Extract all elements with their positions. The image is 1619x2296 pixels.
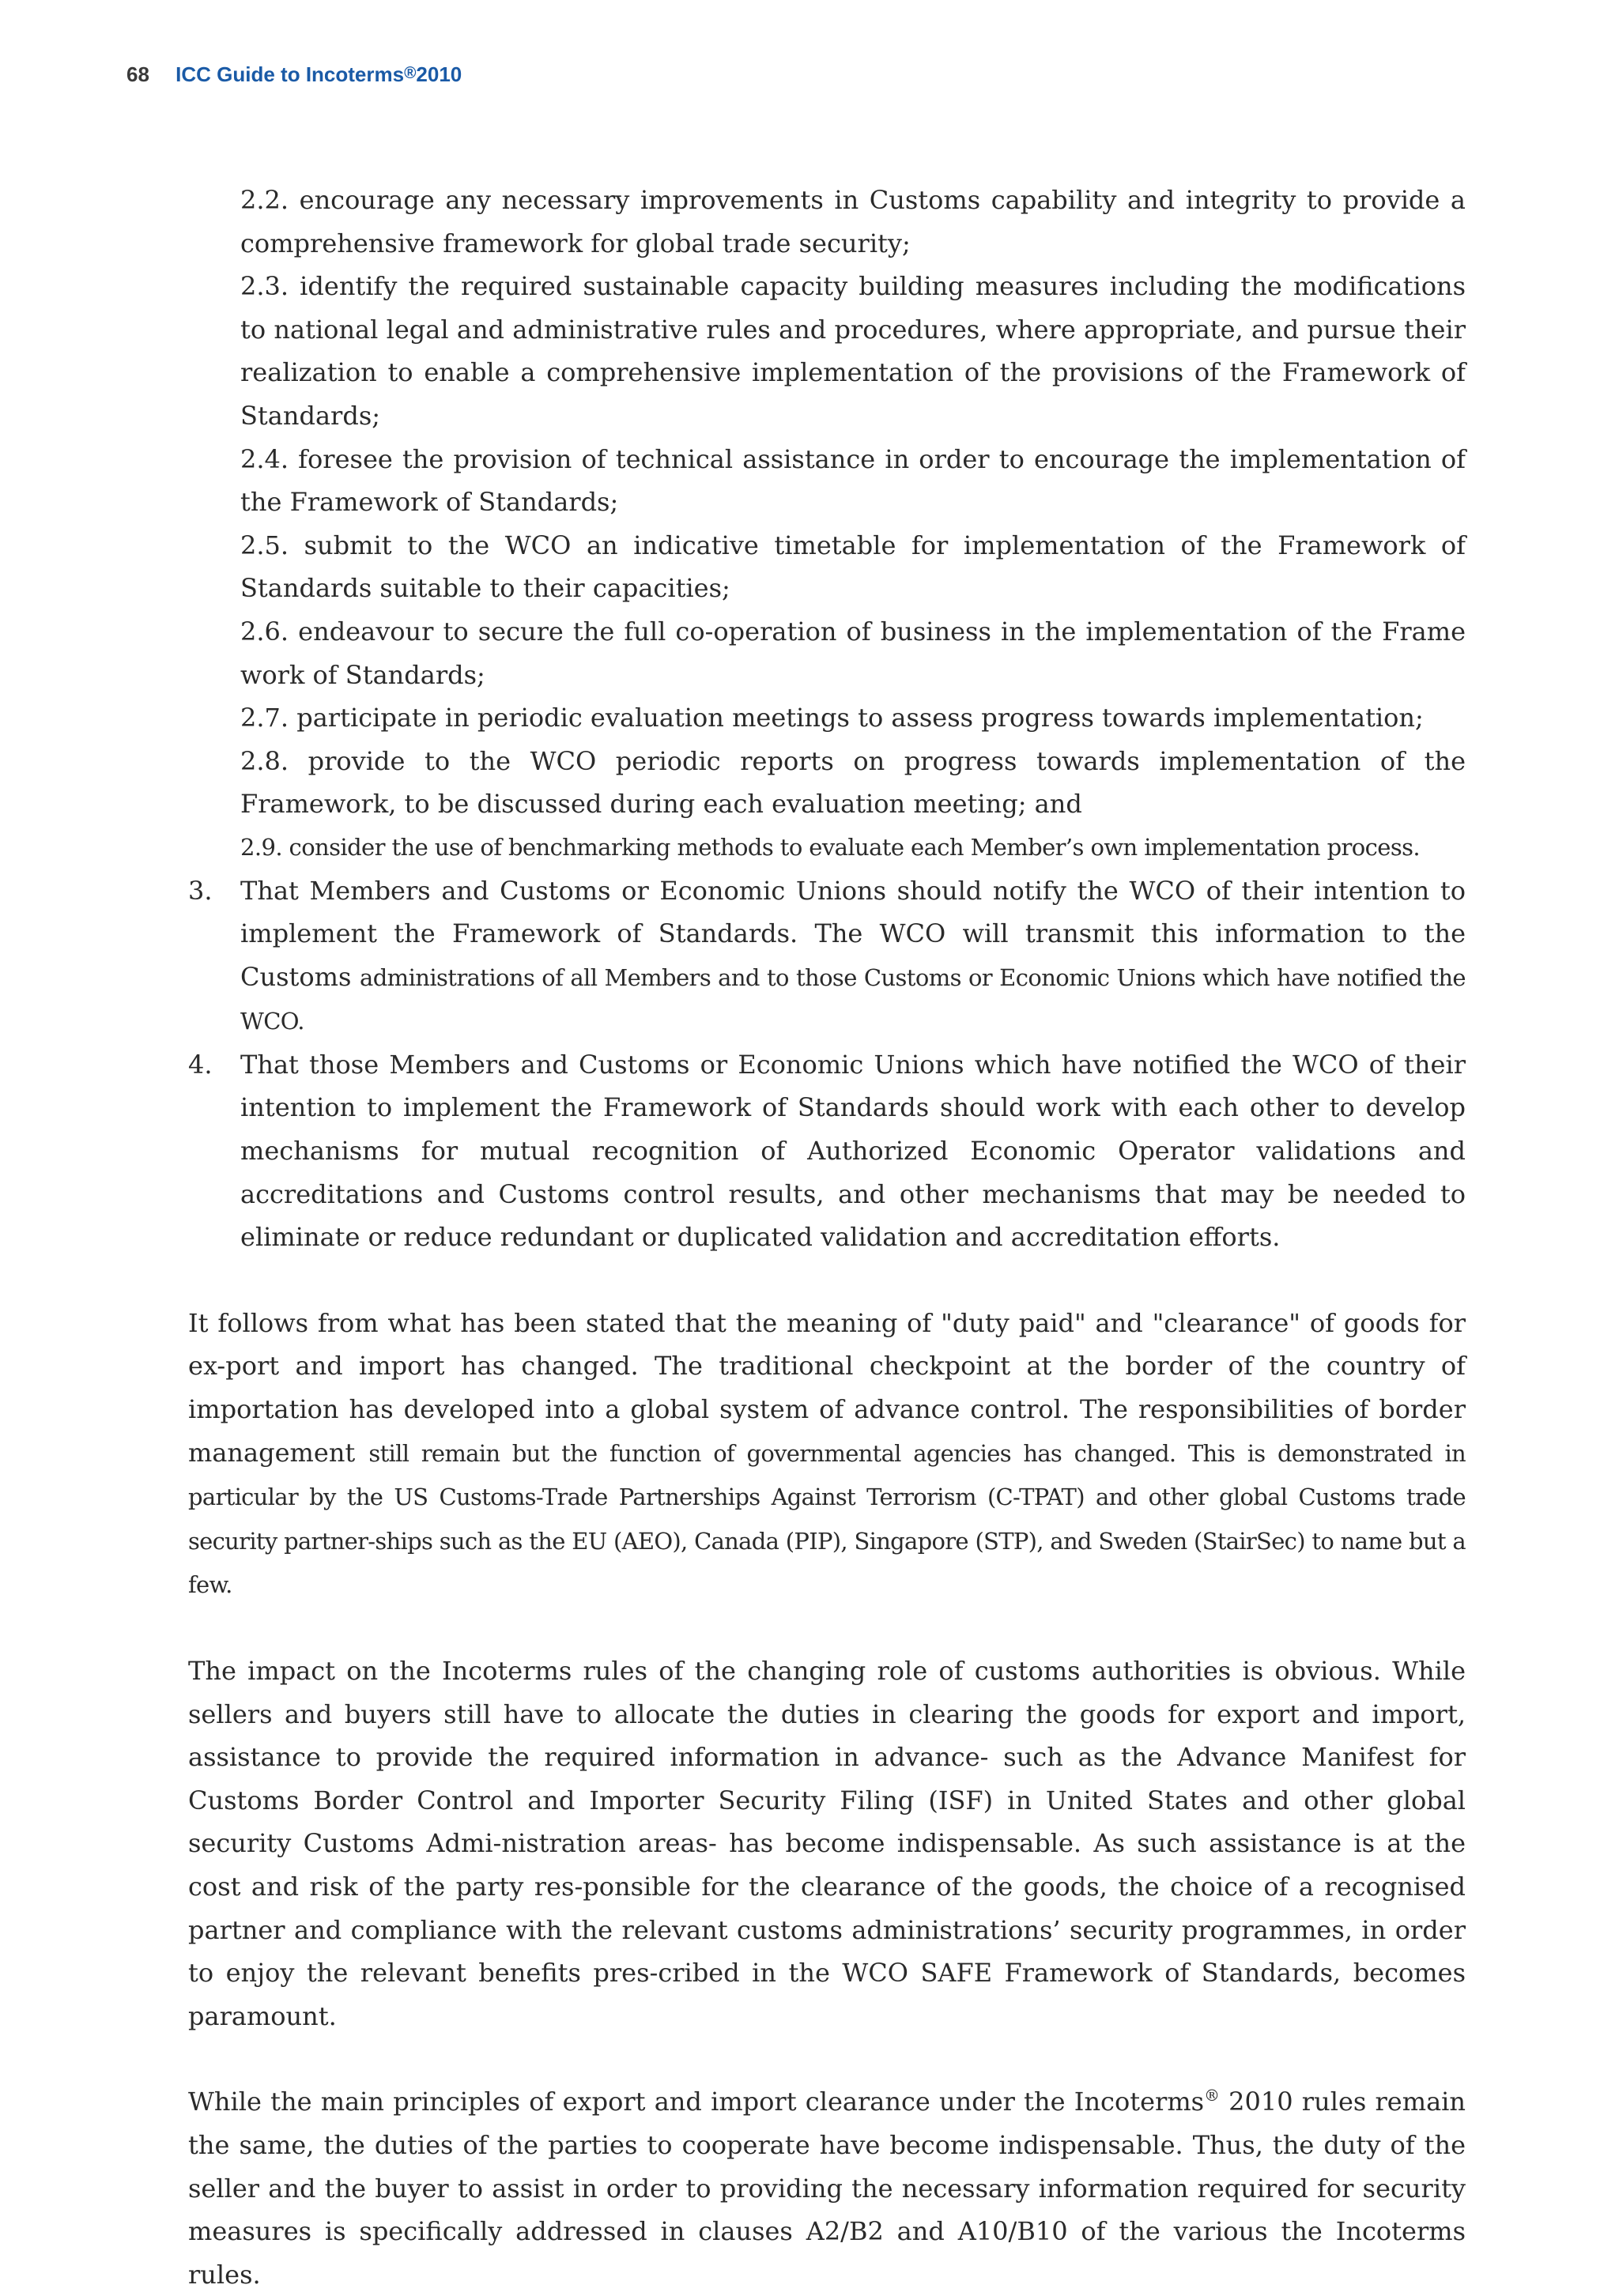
paragraph-text-rest: 2010 rules remain the same, the duties of the parties to cooperate have become indispensable. Thus, the duty of the seller and the buyer to assist in order to providing the necessary information required for security measures is specifically addressed in clauses A2/B2 and A10/B10 of the various the Incoterms rules. (188, 2087, 1466, 2290)
item-text: That Members and Customs or Economic Unions should notify the WCO of their intention to implement the Framework of Standards. The WCO will transmit this information to the Customs (240, 875, 1466, 992)
list-item-2-6: 2.6. endeavour to secure the full co-operation of business in the implementation of the Frame work of Standards; (240, 616, 1466, 690)
list-item-2-5: 2.5. submit to the WCO an indicative timetable for implementation of the Framework of Standards suitable to their capacities; (240, 530, 1466, 604)
item-number: 3. (188, 875, 213, 906)
paragraph-text: While the main principles of export and import clearance under the Incoterms (188, 2087, 1205, 2117)
running-title (175, 62, 462, 86)
paragraph-impact: The impact on the Incoterms rules of the changing role of customs authorities is obvious. While sellers and buyers still have to allocate the duties in clearing the goods for export and import, assistance to provide the required information in advance- such as the Advance Manifest for Customs Border Control and Importer Security Filing (ISF) in United States and other global security Customs Admi-nistration areas- has become indispensable. As such assistance is at the cost and risk of the party res-ponsible for the clearance of the goods, the choice of a recognised partner and compliance with the relevant customs administrations’ security programmes, in order to enjoy the relevant benefits pres-cribed in the WCO SAFE Framework of Standards, becomes paramount. (188, 1656, 1466, 2031)
registered-mark: ® (1204, 2087, 1220, 2106)
item-text: That those Members and Customs or Economic Unions which have notified the WCO of their intention to implement the Framework of Standards should work with each other to develop mechanisms for mutual recognition of Authorized Economic Operator validations and accreditations and Customs control results, and other mechanisms that may be needed to eliminate or reduce redundant or duplicated validation and accreditation efforts. (240, 1049, 1466, 1253)
sub-item-list (188, 179, 1466, 869)
paragraph-text-condensed: still remain but the function of governmental agencies has changed. This is demonstrated in particular by the US Customs-Trade Partnerships Against Terrorism (C-TPAT) and other global Customs trade security partner-ships such as the EU (AEO), Canada (PIP), Singapore (STP), and Sweden (StairSec) to name but a few. (188, 1439, 1466, 1599)
numbered-item-3 (188, 869, 1466, 1043)
list-item-2-7: 2.7. participate in periodic evaluation meetings to assess progress towards implementation; (240, 703, 1424, 733)
registered-mark: ® (404, 64, 417, 82)
running-header (126, 60, 462, 88)
list-item-2-2: 2.2. encourage any necessary improvements in Customs capability and integrity to provide a comprehensive framework for global trade security; (240, 185, 1466, 258)
numbered-item-4 (188, 1043, 1466, 1259)
page-body (188, 179, 1466, 2296)
item-text-tail: administrations of all Members and to those Customs or Economic Unions which have notified the WCO. (240, 963, 1466, 1035)
paragraph-principles (188, 2080, 1466, 2296)
paragraph-duty-paid (188, 1302, 1466, 1607)
running-title-text: ICC Guide to Incoterms (175, 62, 405, 87)
list-item-2-8: 2.8. provide to the WCO periodic reports on progress towards implementation of the Framework, to be discussed during each evaluation meeting; and (240, 745, 1466, 820)
list-item-2-3: 2.3. identify the required sustainable capacity building measures including the modifications to national legal and administrative rules and procedures, where appropriate, and pursue their realization to enable a comprehensive implementation of the provisions of the Framework of Standards; (240, 271, 1466, 431)
page-number: 68 (126, 62, 149, 87)
running-title-year: 2010 (416, 62, 462, 87)
list-item-2-9: 2.9. consider the use of benchmarking methods to evaluate each Member’s own implementation process. (240, 833, 1421, 861)
list-item-2-4: 2.4. foresee the provision of technical assistance in order to encourage the implementation of the Framework of Standards; (240, 443, 1466, 518)
paragraph-text: It follows from what has been stated that the meaning of "duty paid" and "clearance" of goods for ex-port and import has changed. The traditional checkpoint at the border of the country of importation has developed into a global system of advance control. The responsibilities of border management (188, 1307, 1466, 1468)
item-number: 4. (188, 1049, 213, 1080)
